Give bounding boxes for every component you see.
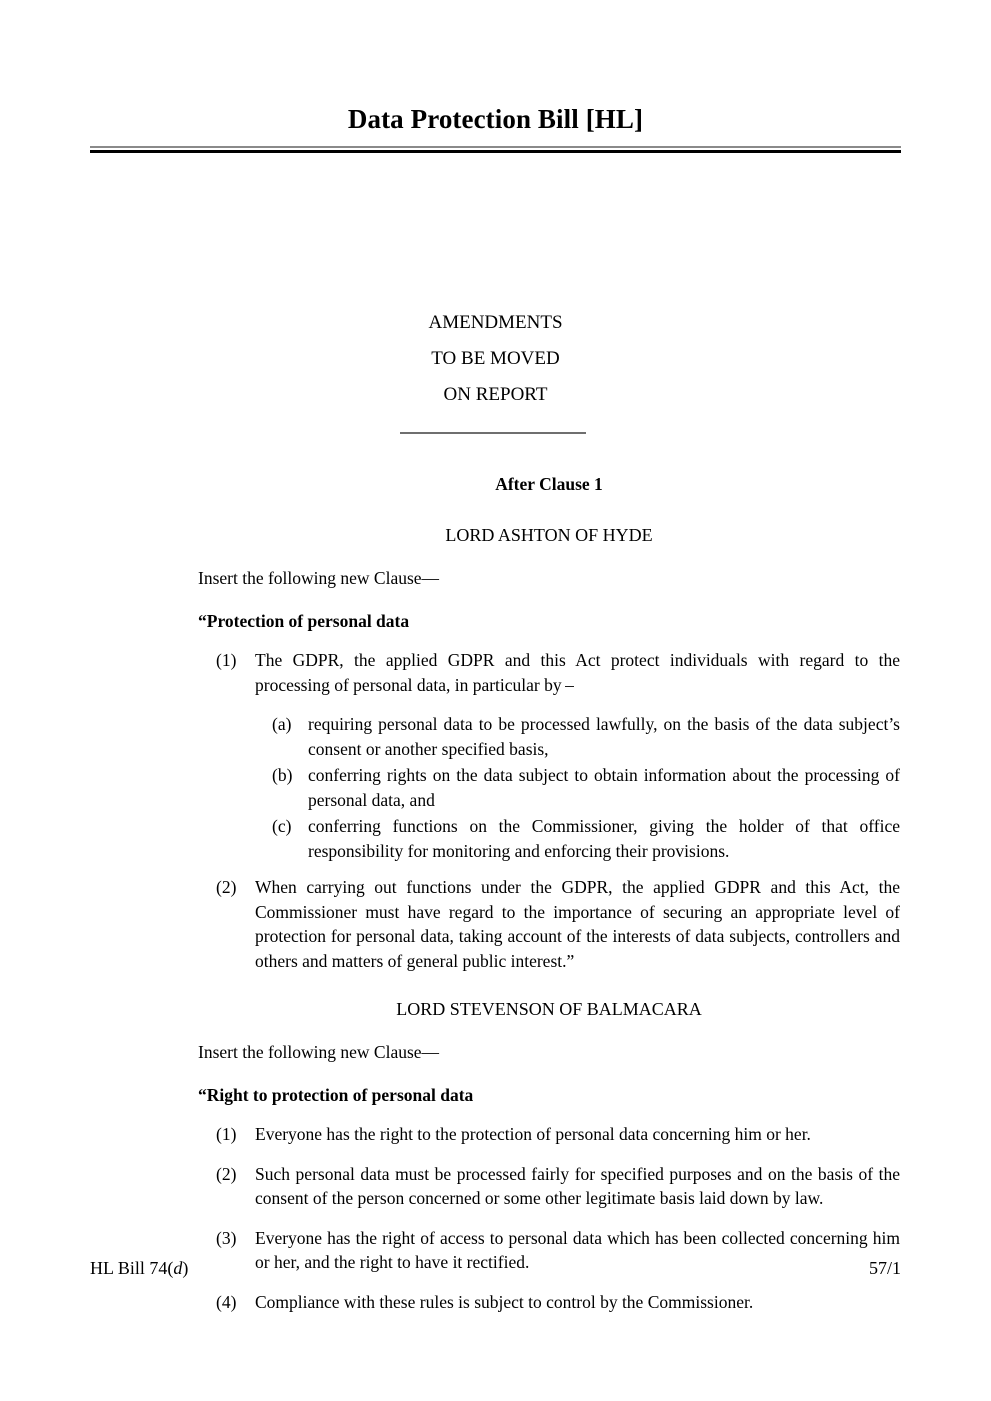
page-reference: 57/1 bbox=[868, 1258, 901, 1278]
heading-line-on-report: ON REPORT bbox=[443, 384, 548, 405]
paragraph-number: (4) bbox=[216, 1291, 237, 1312]
divider-thick-rule bbox=[90, 150, 901, 153]
lettered-subparagraph bbox=[198, 763, 900, 812]
insert-instruction: Insert the following new Clause— bbox=[198, 1042, 440, 1062]
paragraph-text: Everyone has the right of access to personal data which has been collected concerning him or her, and the right to have it rectified. bbox=[255, 1227, 900, 1272]
numbered-paragraph bbox=[198, 875, 900, 973]
paragraph-text: Everyone has the right to the protection of personal data concerning him or her. bbox=[255, 1124, 811, 1144]
numbered-paragraph bbox=[198, 1122, 900, 1147]
paragraph-number: (3) bbox=[216, 1227, 237, 1248]
subparagraph-text: conferring functions on the Commissioner, giving the holder of that office responsibility for monitoring and enforcing their provisions. bbox=[308, 816, 900, 861]
amendments-heading bbox=[90, 305, 901, 413]
insert-instruction: Insert the following new Clause— bbox=[198, 568, 440, 588]
paragraph-text: The GDPR, the applied GDPR and this Act protect individuals with regard to the processing of personal data, in particular by – bbox=[255, 650, 900, 695]
member-name: LORD STEVENSON OF BALMACARA bbox=[396, 999, 702, 1019]
paragraph-number: (2) bbox=[216, 1163, 237, 1184]
paragraph-number: (1) bbox=[216, 1124, 237, 1144]
amendment-spacer bbox=[198, 973, 900, 999]
bill-number-italic: d bbox=[173, 1258, 183, 1278]
heading-line-to-be-moved: TO BE MOVED bbox=[431, 348, 560, 369]
paragraph-number: (1) bbox=[216, 650, 237, 670]
heading-separator-rule bbox=[400, 432, 586, 434]
amendment-block bbox=[198, 999, 900, 1314]
numbered-paragraph bbox=[198, 1226, 900, 1275]
numbered-paragraph bbox=[198, 1290, 900, 1315]
subparagraph-text: requiring personal data to be processed lawfully, on the basis of the data subject’s consent or another specified basis, bbox=[308, 714, 900, 759]
paragraph-number: (2) bbox=[216, 877, 237, 897]
clause-marker: After Clause 1 bbox=[495, 474, 603, 494]
bill-number-prefix: HL Bill 74( bbox=[90, 1258, 174, 1278]
paragraph-text: Compliance with these rules is subject to control by the Commissioner. bbox=[255, 1291, 754, 1312]
title-divider bbox=[90, 146, 901, 153]
subparagraph-letter: (b) bbox=[272, 765, 293, 785]
new-clause-title: “Protection of personal data bbox=[198, 611, 410, 631]
page-title: Data Protection Bill [HL] bbox=[347, 104, 644, 134]
numbered-paragraph bbox=[198, 1162, 900, 1211]
bill-number bbox=[90, 1258, 188, 1279]
bill-number-suffix: ) bbox=[182, 1258, 189, 1278]
amendments-body bbox=[198, 474, 900, 1314]
paragraph-text: Such personal data must be processed fairly for specified purposes and on the basis of the consent of the person concerned or some other legitimate basis laid down by law. bbox=[255, 1163, 900, 1208]
subparagraph-text: conferring rights on the data subject to obtain information about the processing of personal data, and bbox=[308, 765, 900, 810]
heading-line-amendments: AMENDMENTS bbox=[428, 312, 563, 333]
numbered-paragraph bbox=[198, 648, 900, 697]
paragraph-text: When carrying out functions under the GDPR, the applied GDPR and this Act, the Commissioner must have regard to the importance of securing an appropriate level of protection for personal data, taking account of the interests of data subjects, controllers and others and matters of general public interest.” bbox=[255, 877, 900, 971]
subparagraph-letter: (c) bbox=[272, 816, 292, 836]
lettered-subparagraph bbox=[198, 712, 900, 761]
member-name: LORD ASHTON OF HYDE bbox=[445, 525, 653, 545]
subparagraph-letter: (a) bbox=[272, 714, 292, 734]
lettered-subparagraph bbox=[198, 814, 900, 863]
new-clause-title: “Right to protection of personal data bbox=[198, 1085, 474, 1105]
amendment-block bbox=[198, 525, 900, 973]
